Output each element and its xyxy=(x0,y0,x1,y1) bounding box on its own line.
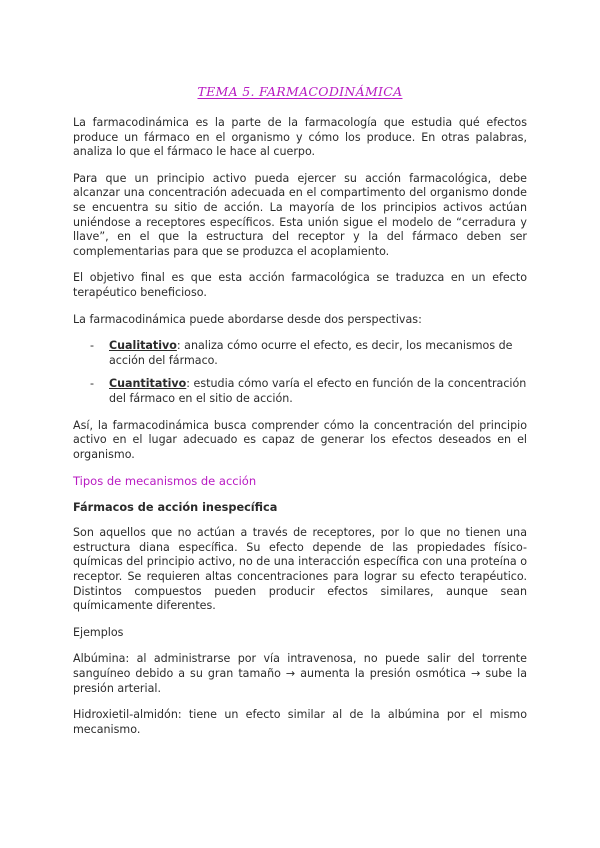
list-text: : estudia cómo varía el efecto en función de la concentración del fármaco en el sitio de acción. xyxy=(109,377,527,405)
list-item xyxy=(73,339,527,368)
example-albumina: Albúmina: al administrarse por vía intravenosa, no puede salir del torrente sanguíneo debido a su gran tamaño → aumenta la presión osmótica → sube la presión arterial. xyxy=(73,652,527,695)
section-heading: Tipos de mecanismos de acción xyxy=(73,474,257,489)
perspectives-list xyxy=(73,339,527,406)
summary-paragraph: Así, la farmacodinámica busca comprender cómo la concentración del principio activo en el lugar adecuado es capaz de generar los efectos deseados en el organismo. xyxy=(73,418,527,461)
receptor-paragraph: Para que un principio activo pueda ejercer su acción farmacológica, debe alcanzar una concentración adecuada en el compartimento del organismo donde se encuentra su sitio de acción. La mayoría de los principios activos actúan uniéndose a receptores específicos. Esta unión sigue el modelo de “cerradura y llave”, en el que la estructura del receptor y la del fármaco deben ser complementarias para que se produzca el acoplamiento. xyxy=(73,171,527,258)
list-item xyxy=(73,377,527,406)
example-hidroxietil: Hidroxietil-almidón: tiene un efecto similar al de la albúmina por el mismo mecanismo. xyxy=(73,708,527,736)
page-title: TEMA 5. FARMACODINÁMICA xyxy=(197,84,403,99)
list-dash: - xyxy=(90,377,95,391)
list-dash: - xyxy=(90,339,95,353)
list-term: Cualitativo xyxy=(109,339,177,353)
section-body-paragraph: Son aquellos que no actúan a través de receptores, por lo que no tienen una estructura diana específica. Su efecto depende de las propiedades físico-químicas del principio activo, no de una interacción específica con una proteína o receptor. Se requieren altas concentraciones para lograr su efecto terapéutico. Distintos compuestos pueden producir efectos similares, aunque sean químicamente diferentes. xyxy=(73,526,527,613)
subsection-heading: Fármacos de acción inespecífica xyxy=(73,501,278,515)
list-term: Cuantitativo xyxy=(109,377,187,391)
objective-paragraph: El objetivo final es que esta acción farmacológica se traduzca en un efecto terapéutico beneficioso. xyxy=(73,271,527,299)
intro-paragraph: La farmacodinámica es la parte de la farmacología que estudia qué efectos produce un fármaco en el organismo y cómo los produce. En otras palabras, analiza lo que el fármaco le hace al cuerpo. xyxy=(73,116,527,159)
list-text: : analiza cómo ocurre el efecto, es decir, los mecanismos de acción del fármaco. xyxy=(109,339,513,367)
examples-label: Ejemplos xyxy=(73,625,124,639)
perspectives-intro: La farmacodinámica puede abordarse desde dos perspectivas: xyxy=(73,312,422,326)
